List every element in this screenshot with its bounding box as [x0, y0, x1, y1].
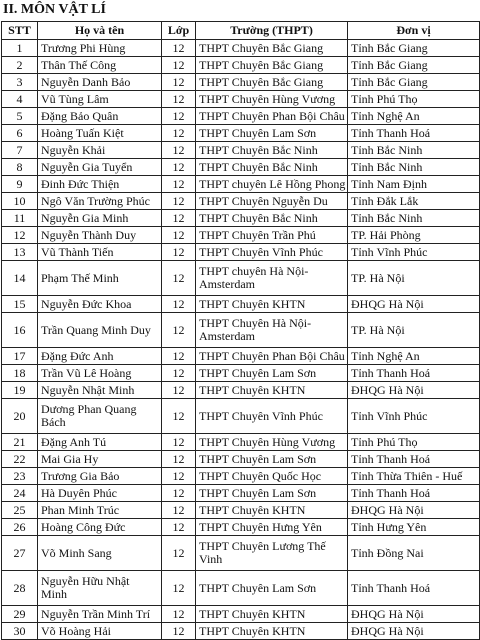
cell-stt: 3	[2, 74, 38, 91]
table-row	[2, 502, 480, 519]
cell-stt: 27	[2, 536, 38, 571]
table-body	[2, 40, 480, 640]
table-row	[2, 451, 480, 468]
cell-unit: Tỉnh Thanh Hoá	[348, 125, 480, 142]
cell-unit: TP. Hà Nội	[348, 313, 480, 348]
cell-name: Vũ Tùng Lâm	[38, 91, 162, 108]
table-header-row	[2, 22, 480, 40]
cell-unit: Tỉnh Đồng Nai	[348, 536, 480, 571]
cell-stt: 23	[2, 468, 38, 485]
cell-stt: 10	[2, 193, 38, 210]
cell-grade: 12	[162, 125, 196, 142]
table-row	[2, 125, 480, 142]
cell-stt: 20	[2, 399, 38, 434]
cell-stt: 9	[2, 176, 38, 193]
cell-school: THPT Chuyên KHTN	[196, 296, 348, 313]
cell-stt: 1	[2, 40, 38, 57]
cell-stt: 11	[2, 210, 38, 227]
cell-stt: 7	[2, 142, 38, 159]
cell-stt: 12	[2, 227, 38, 244]
cell-school: THPT Chuyên Bắc Giang	[196, 57, 348, 74]
cell-grade: 12	[162, 623, 196, 640]
cell-school: THPT Chuyên Phan Bội Châu	[196, 108, 348, 125]
cell-stt: 29	[2, 606, 38, 623]
cell-name: Nguyễn Trần Minh Trí	[38, 606, 162, 623]
cell-stt: 8	[2, 159, 38, 176]
cell-school: THPT Chuyên Lam Sơn	[196, 485, 348, 502]
cell-unit: Tỉnh Thanh Hoá	[348, 365, 480, 382]
table-row	[2, 571, 480, 606]
cell-name: Đinh Đức Thiện	[38, 176, 162, 193]
table-row	[2, 142, 480, 159]
table-row	[2, 382, 480, 399]
table-row	[2, 108, 480, 125]
cell-grade: 12	[162, 313, 196, 348]
cell-name: Ngô Văn Trường Phúc	[38, 193, 162, 210]
cell-grade: 12	[162, 159, 196, 176]
cell-grade: 12	[162, 176, 196, 193]
cell-name: Nguyễn Danh Bảo	[38, 74, 162, 91]
cell-unit: Tỉnh Bắc Ninh	[348, 142, 480, 159]
cell-stt: 19	[2, 382, 38, 399]
cell-grade: 12	[162, 399, 196, 434]
cell-stt: 14	[2, 261, 38, 296]
cell-name: Hoàng Tuấn Kiệt	[38, 125, 162, 142]
cell-stt: 18	[2, 365, 38, 382]
table-row	[2, 313, 480, 348]
cell-grade: 12	[162, 536, 196, 571]
header-school: Trường (THPT)	[196, 22, 348, 40]
cell-unit: TP. Hà Nội	[348, 261, 480, 296]
cell-unit: Tỉnh Nghệ An	[348, 348, 480, 365]
table-row	[2, 434, 480, 451]
cell-unit: Tỉnh Hưng Yên	[348, 519, 480, 536]
cell-school: THPT chuyên Lê Hồng Phong	[196, 176, 348, 193]
cell-school: THPT Chuyên Phan Bội Châu	[196, 348, 348, 365]
cell-grade: 12	[162, 296, 196, 313]
cell-name: Hoàng Công Đức	[38, 519, 162, 536]
cell-grade: 12	[162, 519, 196, 536]
cell-name: Nguyễn Gia Tuyển	[38, 159, 162, 176]
table-row	[2, 210, 480, 227]
results-table	[1, 21, 480, 640]
table-row	[2, 623, 480, 640]
cell-grade: 12	[162, 485, 196, 502]
cell-unit: Tỉnh Bắc Giang	[348, 40, 480, 57]
cell-stt: 13	[2, 244, 38, 261]
cell-unit: Tỉnh Thừa Thiên - Huế	[348, 468, 480, 485]
cell-grade: 12	[162, 261, 196, 296]
cell-name: Nguyễn Gia Minh	[38, 210, 162, 227]
cell-grade: 12	[162, 365, 196, 382]
cell-unit: Tỉnh Nghệ An	[348, 108, 480, 125]
cell-unit: ĐHQG Hà Nội	[348, 296, 480, 313]
cell-name: Nguyễn Khải	[38, 142, 162, 159]
cell-name: Vũ Thành Tiến	[38, 244, 162, 261]
cell-school: THPT chuyên Hà Nội-Amsterdam	[196, 261, 348, 296]
cell-school: THPT Chuyên Hưng Yên	[196, 519, 348, 536]
cell-unit: ĐHQG Hà Nội	[348, 502, 480, 519]
table-row	[2, 159, 480, 176]
cell-stt: 21	[2, 434, 38, 451]
cell-name: Phạm Thế Minh	[38, 261, 162, 296]
cell-unit: Tỉnh Thanh Hoá	[348, 571, 480, 606]
cell-name: Dương Phan Quang Bách	[38, 399, 162, 434]
table-row	[2, 536, 480, 571]
cell-school: THPT Chuyên Hùng Vương	[196, 91, 348, 108]
cell-school: THPT Chuyên Lam Sơn	[196, 365, 348, 382]
cell-unit: ĐHQG Hà Nội	[348, 623, 480, 640]
cell-stt: 30	[2, 623, 38, 640]
cell-grade: 12	[162, 91, 196, 108]
cell-school: THPT Chuyên Lương Thế Vinh	[196, 536, 348, 571]
cell-stt: 26	[2, 519, 38, 536]
cell-unit: ĐHQG Hà Nội	[348, 606, 480, 623]
table-row	[2, 176, 480, 193]
section-title: II. MÔN VẬT LÍ	[3, 2, 106, 17]
cell-unit: ĐHQG Hà Nội	[348, 382, 480, 399]
cell-school: THPT Chuyên Hà Nội-Amsterdam	[196, 313, 348, 348]
cell-school: THPT Chuyên Lam Sơn	[196, 451, 348, 468]
cell-stt: 4	[2, 91, 38, 108]
cell-grade: 12	[162, 227, 196, 244]
cell-unit: Tỉnh Phú Thọ	[348, 434, 480, 451]
cell-school: THPT Chuyên Bắc Ninh	[196, 142, 348, 159]
cell-school: THPT Chuyên Vĩnh Phúc	[196, 399, 348, 434]
cell-name: Trần Vũ Lê Hoàng	[38, 365, 162, 382]
cell-name: Đặng Anh Tú	[38, 434, 162, 451]
cell-school: THPT Chuyên Nguyễn Du	[196, 193, 348, 210]
table-row	[2, 365, 480, 382]
cell-unit: Tỉnh Bắc Ninh	[348, 159, 480, 176]
cell-stt: 5	[2, 108, 38, 125]
cell-grade: 12	[162, 57, 196, 74]
cell-name: Đặng Bảo Quân	[38, 108, 162, 125]
cell-grade: 12	[162, 108, 196, 125]
table-row	[2, 40, 480, 57]
cell-stt: 22	[2, 451, 38, 468]
cell-unit: Tỉnh Bắc Giang	[348, 57, 480, 74]
cell-name: Hà Duyên Phúc	[38, 485, 162, 502]
cell-grade: 12	[162, 210, 196, 227]
cell-school: THPT Chuyên Trần Phú	[196, 227, 348, 244]
cell-unit: Tỉnh Đắk Lắk	[348, 193, 480, 210]
cell-stt: 28	[2, 571, 38, 606]
cell-grade: 12	[162, 40, 196, 57]
cell-name: Nguyễn Hữu Nhật Minh	[38, 571, 162, 606]
table-row	[2, 244, 480, 261]
cell-stt: 25	[2, 502, 38, 519]
cell-stt: 15	[2, 296, 38, 313]
table-row	[2, 227, 480, 244]
header-name: Họ và tên	[38, 22, 162, 40]
cell-grade: 12	[162, 451, 196, 468]
cell-name: Võ Minh Sang	[38, 536, 162, 571]
cell-name: Mai Gia Hy	[38, 451, 162, 468]
table-row	[2, 193, 480, 210]
table-row	[2, 261, 480, 296]
table-row	[2, 348, 480, 365]
cell-grade: 12	[162, 571, 196, 606]
cell-name: Phan Minh Trúc	[38, 502, 162, 519]
cell-stt: 17	[2, 348, 38, 365]
cell-school: THPT Chuyên KHTN	[196, 382, 348, 399]
table-row	[2, 74, 480, 91]
cell-unit: Tỉnh Vĩnh Phúc	[348, 244, 480, 261]
cell-name: Trần Quang Minh Duy	[38, 313, 162, 348]
cell-stt: 6	[2, 125, 38, 142]
cell-unit: Tỉnh Bắc Ninh	[348, 210, 480, 227]
cell-name: Trương Phi Hùng	[38, 40, 162, 57]
cell-school: THPT Chuyên Bắc Giang	[196, 74, 348, 91]
cell-school: THPT Chuyên KHTN	[196, 623, 348, 640]
cell-grade: 12	[162, 502, 196, 519]
cell-name: Đặng Đức Anh	[38, 348, 162, 365]
cell-grade: 12	[162, 74, 196, 91]
cell-grade: 12	[162, 468, 196, 485]
cell-grade: 12	[162, 244, 196, 261]
table-row	[2, 91, 480, 108]
cell-grade: 12	[162, 142, 196, 159]
cell-school: THPT Chuyên Vĩnh Phúc	[196, 244, 348, 261]
cell-unit: Tỉnh Nam Định	[348, 176, 480, 193]
cell-name: Võ Hoàng Hải	[38, 623, 162, 640]
table-row	[2, 399, 480, 434]
cell-name: Nguyễn Nhật Minh	[38, 382, 162, 399]
cell-school: THPT Chuyên Lam Sơn	[196, 571, 348, 606]
cell-unit: TP. Hải Phòng	[348, 227, 480, 244]
cell-stt: 16	[2, 313, 38, 348]
cell-school: THPT Chuyên KHTN	[196, 502, 348, 519]
header-stt: STT	[2, 22, 38, 40]
cell-school: THPT Chuyên Hùng Vương	[196, 434, 348, 451]
cell-name: Nguyễn Thành Duy	[38, 227, 162, 244]
table-row	[2, 485, 480, 502]
cell-grade: 12	[162, 434, 196, 451]
table-row	[2, 468, 480, 485]
cell-unit: Tỉnh Bắc Giang	[348, 74, 480, 91]
cell-school: THPT Chuyên Lam Sơn	[196, 125, 348, 142]
cell-unit: Tỉnh Vĩnh Phúc	[348, 399, 480, 434]
cell-unit: Tỉnh Thanh Hoá	[348, 451, 480, 468]
cell-grade: 12	[162, 193, 196, 210]
header-grade: Lớp	[162, 22, 196, 40]
table-row	[2, 296, 480, 313]
cell-grade: 12	[162, 606, 196, 623]
cell-stt: 24	[2, 485, 38, 502]
cell-name: Thân Thế Công	[38, 57, 162, 74]
cell-stt: 2	[2, 57, 38, 74]
cell-unit: Tỉnh Thanh Hoá	[348, 485, 480, 502]
cell-school: THPT Chuyên Quốc Học	[196, 468, 348, 485]
cell-grade: 12	[162, 348, 196, 365]
cell-school: THPT Chuyên Bắc Ninh	[196, 210, 348, 227]
header-unit: Đơn vị	[348, 22, 480, 40]
table-row	[2, 57, 480, 74]
cell-grade: 12	[162, 382, 196, 399]
cell-school: THPT Chuyên KHTN	[196, 606, 348, 623]
table-row	[2, 606, 480, 623]
cell-school: THPT Chuyên Bắc Ninh	[196, 159, 348, 176]
cell-name: Nguyễn Đức Khoa	[38, 296, 162, 313]
table-row	[2, 519, 480, 536]
cell-name: Trương Gia Bảo	[38, 468, 162, 485]
cell-unit: Tỉnh Phú Thọ	[348, 91, 480, 108]
cell-school: THPT Chuyên Bắc Giang	[196, 40, 348, 57]
